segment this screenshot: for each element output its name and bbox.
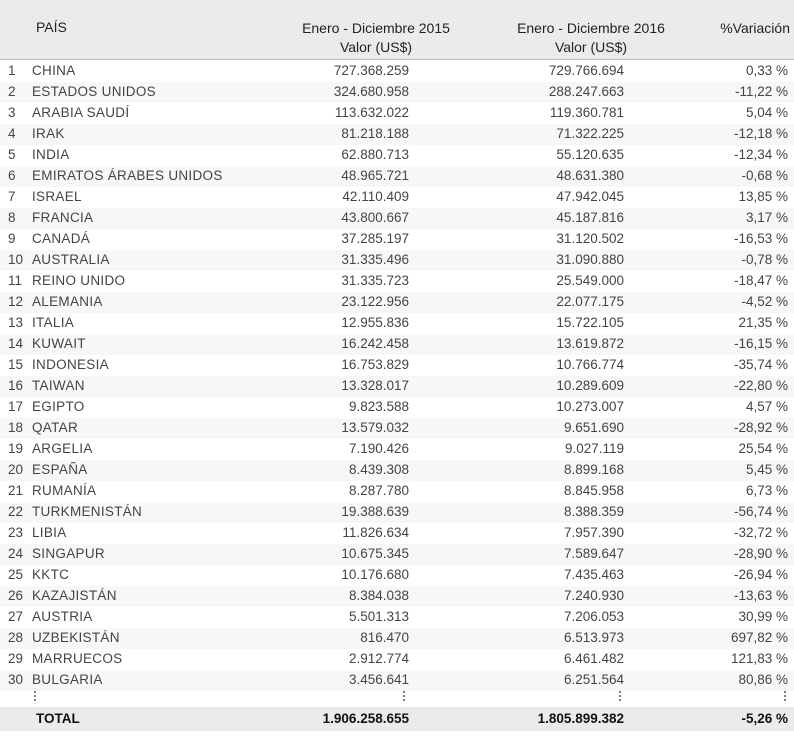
row-country: ITALIA xyxy=(32,315,75,330)
row-value-2016: 288.247.663 xyxy=(548,84,624,99)
table-row xyxy=(0,565,794,586)
row-value-2015: 5.501.313 xyxy=(348,609,409,624)
row-rank: 26 xyxy=(8,588,24,603)
row-country: KKTC xyxy=(32,567,70,582)
row-value-2015: 13.328.017 xyxy=(341,378,409,393)
table-row xyxy=(0,649,794,670)
row-value-2015: 62.880.713 xyxy=(341,147,409,162)
row-value-2015: 37.285.197 xyxy=(341,231,409,246)
row-value-2016: 8.899.168 xyxy=(563,462,624,477)
row-country: CANADÁ xyxy=(32,231,91,246)
row-value-2015: 43.800.667 xyxy=(341,210,409,225)
row-rank: 21 xyxy=(8,483,24,498)
row-rank: 25 xyxy=(8,567,24,582)
row-value-2015: 31.335.496 xyxy=(341,252,409,267)
row-country: BULGARIA xyxy=(32,672,103,687)
row-value-2015: 113.632.022 xyxy=(334,105,409,120)
table-header xyxy=(0,0,794,60)
row-value-2015: 9.823.588 xyxy=(348,399,409,414)
row-rank: 27 xyxy=(8,609,24,624)
row-country: REINO UNIDO xyxy=(32,273,126,288)
row-variation: -12,18 % xyxy=(733,126,788,141)
table-row xyxy=(0,355,794,376)
row-variation: 25,54 % xyxy=(738,441,788,456)
table-row xyxy=(0,481,794,502)
row-variation: -16,53 % xyxy=(733,231,788,246)
table-row xyxy=(0,397,794,418)
row-value-2016: 55.120.635 xyxy=(556,147,624,162)
row-variation: -11,22 % xyxy=(734,84,788,99)
vertical-ellipsis-icon xyxy=(619,691,621,703)
row-value-2016: 31.120.502 xyxy=(556,231,624,246)
row-value-2016: 7.206.053 xyxy=(563,609,624,624)
row-variation: 5,04 % xyxy=(745,105,788,120)
row-variation: -32,72 % xyxy=(733,525,788,540)
row-variation: -13,63 % xyxy=(733,588,788,603)
row-variation: -56,74 % xyxy=(733,504,788,519)
row-rank: 22 xyxy=(8,504,24,519)
row-variation: -16,15 % xyxy=(733,336,788,351)
row-variation: 13,85 % xyxy=(738,189,788,204)
row-rank: 3 xyxy=(8,105,16,120)
row-rank: 10 xyxy=(8,252,24,267)
table-row xyxy=(0,502,794,523)
header-2016 xyxy=(511,19,671,57)
row-country: ISRAEL xyxy=(32,189,82,204)
table-row xyxy=(0,334,794,355)
row-variation: -12,34 % xyxy=(733,147,788,162)
table-row xyxy=(0,124,794,145)
table-row xyxy=(0,418,794,439)
row-value-2016: 9.651.690 xyxy=(563,420,624,435)
row-value-2016: 48.631.380 xyxy=(556,168,624,183)
total-row xyxy=(0,707,794,731)
row-country: RUMANÍA xyxy=(32,483,97,498)
table-row xyxy=(0,439,794,460)
table-row xyxy=(0,61,794,82)
row-country: ALEMANIA xyxy=(32,294,103,309)
table-row xyxy=(0,187,794,208)
row-rank: 23 xyxy=(8,525,24,540)
row-value-2015: 8.287.780 xyxy=(348,483,409,498)
header-2015-unit: Valor (US$) xyxy=(339,39,413,55)
header-country: PAÍS xyxy=(36,19,67,35)
header-2015-period: Enero - Diciembre 2015 xyxy=(302,20,450,36)
row-value-2016: 6.461.482 xyxy=(563,651,624,666)
header-2015 xyxy=(296,19,456,57)
row-variation: 21,35 % xyxy=(738,315,788,330)
row-value-2015: 816.470 xyxy=(360,630,409,645)
row-variation: 30,99 % xyxy=(738,609,788,624)
row-variation: -22,80 % xyxy=(733,378,788,393)
row-variation: -0,68 % xyxy=(741,168,788,183)
row-country: IRAK xyxy=(32,126,65,141)
row-value-2016: 45.187.816 xyxy=(556,210,624,225)
row-value-2016: 10.273.007 xyxy=(556,399,624,414)
table-row xyxy=(0,271,794,292)
header-variation: %Variación xyxy=(720,20,790,36)
row-rank: 13 xyxy=(8,315,24,330)
row-value-2015: 11.826.634 xyxy=(342,525,409,540)
row-country: ESTADOS UNIDOS xyxy=(32,84,156,99)
row-value-2015: 23.122.956 xyxy=(341,294,409,309)
header-2016-period: Enero - Diciembre 2016 xyxy=(517,20,665,36)
row-rank: 2 xyxy=(8,84,16,99)
row-value-2015: 3.456.641 xyxy=(348,672,409,687)
row-rank: 29 xyxy=(8,651,24,666)
row-country: QATAR xyxy=(32,420,79,435)
row-rank: 4 xyxy=(8,126,16,141)
row-value-2016: 10.289.609 xyxy=(556,378,624,393)
row-rank: 30 xyxy=(8,672,24,687)
row-rank: 7 xyxy=(8,189,16,204)
table-row xyxy=(0,292,794,313)
table-row xyxy=(0,544,794,565)
row-country: TURKMENISTÁN xyxy=(32,504,143,519)
row-value-2015: 324.680.958 xyxy=(333,84,409,99)
row-country: INDONESIA xyxy=(32,357,109,372)
row-rank: 1 xyxy=(8,63,16,78)
row-rank: 8 xyxy=(8,210,16,225)
row-variation: -18,47 % xyxy=(733,273,788,288)
table-row xyxy=(0,607,794,628)
row-variation: -35,74 % xyxy=(733,357,788,372)
row-country: TAIWAN xyxy=(32,378,85,393)
row-value-2016: 31.090.880 xyxy=(556,252,624,267)
row-rank: 18 xyxy=(8,420,24,435)
row-variation: 697,82 % xyxy=(730,630,788,645)
table-body xyxy=(0,61,794,709)
table-row xyxy=(0,523,794,544)
row-value-2015: 727.368.259 xyxy=(333,63,409,78)
row-variation: 5,45 % xyxy=(745,462,788,477)
row-variation: -26,94 % xyxy=(733,567,788,582)
row-rank: 15 xyxy=(8,357,24,372)
total-variation: -5,26 % xyxy=(741,711,788,726)
row-variation: -28,90 % xyxy=(733,546,788,561)
row-rank: 9 xyxy=(8,231,16,246)
row-rank: 16 xyxy=(8,378,24,393)
row-country: KAZAJISTÁN xyxy=(32,588,117,603)
row-country: KUWAIT xyxy=(32,336,86,351)
row-value-2015: 16.242.458 xyxy=(341,336,409,351)
row-value-2016: 9.027.119 xyxy=(564,441,624,456)
row-value-2016: 10.766.774 xyxy=(556,357,624,372)
row-value-2015: 48.965.721 xyxy=(341,168,409,183)
vertical-ellipsis-icon xyxy=(403,691,405,703)
row-value-2016: 7.435.463 xyxy=(563,567,624,582)
vertical-ellipsis-icon xyxy=(784,691,786,703)
table-row xyxy=(0,670,794,691)
table-row xyxy=(0,103,794,124)
row-rank: 19 xyxy=(8,441,24,456)
row-value-2015: 10.176.680 xyxy=(341,567,409,582)
table-row xyxy=(0,145,794,166)
row-country: CHINA xyxy=(32,63,76,78)
row-variation: 121,83 % xyxy=(730,651,788,666)
row-rank: 24 xyxy=(8,546,24,561)
row-country: AUSTRALIA xyxy=(32,252,110,267)
row-country: LIBIA xyxy=(32,525,67,540)
row-rank: 20 xyxy=(8,462,24,477)
row-rank: 14 xyxy=(8,336,24,351)
row-value-2015: 81.218.188 xyxy=(341,126,409,141)
row-value-2015: 19.388.639 xyxy=(341,504,409,519)
total-label: TOTAL xyxy=(36,711,80,726)
row-value-2016: 22.077.175 xyxy=(556,294,624,309)
row-value-2015: 31.335.723 xyxy=(341,273,409,288)
row-value-2016: 119.360.781 xyxy=(549,105,624,120)
row-value-2016: 8.845.958 xyxy=(563,483,624,498)
table-row xyxy=(0,376,794,397)
row-country: SINGAPUR xyxy=(32,546,105,561)
row-value-2016: 8.388.359 xyxy=(563,504,624,519)
row-variation: 3,17 % xyxy=(745,210,788,225)
row-value-2016: 7.240.930 xyxy=(563,588,624,603)
row-country: FRANCIA xyxy=(32,210,94,225)
table-row xyxy=(0,628,794,649)
table-row xyxy=(0,250,794,271)
row-value-2016: 71.322.225 xyxy=(556,126,624,141)
row-value-2016: 7.957.390 xyxy=(563,525,624,540)
row-country: AUSTRIA xyxy=(32,609,93,624)
row-value-2015: 8.439.308 xyxy=(348,462,409,477)
vertical-ellipsis-icon xyxy=(34,691,36,703)
table-row xyxy=(0,82,794,103)
row-value-2015: 16.753.829 xyxy=(341,357,409,372)
table-row xyxy=(0,313,794,334)
header-2016-unit: Valor (US$) xyxy=(554,39,628,55)
row-value-2016: 47.942.045 xyxy=(556,189,624,204)
row-value-2015: 8.384.038 xyxy=(348,588,409,603)
row-value-2016: 25.549.000 xyxy=(556,273,624,288)
row-variation: 4,57 % xyxy=(745,399,788,414)
row-variation: 0,33 % xyxy=(745,63,788,78)
row-country: ARABIA SAUDÍ xyxy=(32,105,130,120)
row-value-2015: 12.955.836 xyxy=(341,315,409,330)
row-rank: 28 xyxy=(8,630,24,645)
table-row xyxy=(0,229,794,250)
table-row xyxy=(0,208,794,229)
row-value-2016: 15.722.105 xyxy=(556,315,624,330)
row-country: EGIPTO xyxy=(32,399,85,414)
row-value-2015: 2.912.774 xyxy=(348,651,409,666)
row-value-2015: 13.579.032 xyxy=(341,420,409,435)
row-variation: -4,52 % xyxy=(741,294,788,309)
row-value-2016: 6.513.973 xyxy=(563,630,624,645)
row-country: ESPAÑA xyxy=(32,462,88,477)
row-value-2015: 7.190.426 xyxy=(348,441,409,456)
table-row xyxy=(0,460,794,481)
row-rank: 11 xyxy=(8,273,23,288)
total-2015: 1.906.258.655 xyxy=(322,711,409,726)
row-variation: 80,86 % xyxy=(738,672,788,687)
row-rank: 6 xyxy=(8,168,16,183)
row-variation: -0,78 % xyxy=(741,252,788,267)
table-row xyxy=(0,166,794,187)
row-value-2015: 10.675.345 xyxy=(341,546,409,561)
row-rank: 12 xyxy=(8,294,24,309)
row-country: INDIA xyxy=(32,147,70,162)
total-2016: 1.805.899.382 xyxy=(537,711,624,726)
row-country: EMIRATOS ÁRABES UNIDOS xyxy=(32,168,223,183)
row-country: UZBEKISTÁN xyxy=(32,630,120,645)
table-row xyxy=(0,586,794,607)
row-value-2016: 729.766.694 xyxy=(548,63,624,78)
row-value-2016: 13.619.872 xyxy=(556,336,624,351)
row-value-2015: 42.110.409 xyxy=(342,189,409,204)
row-variation: 6,73 % xyxy=(745,483,788,498)
row-rank: 17 xyxy=(8,399,24,414)
row-value-2016: 7.589.647 xyxy=(563,546,624,561)
row-value-2016: 6.251.564 xyxy=(563,672,624,687)
row-variation: -28,92 % xyxy=(733,420,788,435)
row-country: ARGELIA xyxy=(32,441,93,456)
row-rank: 5 xyxy=(8,147,16,162)
row-country: MARRUECOS xyxy=(32,651,123,666)
